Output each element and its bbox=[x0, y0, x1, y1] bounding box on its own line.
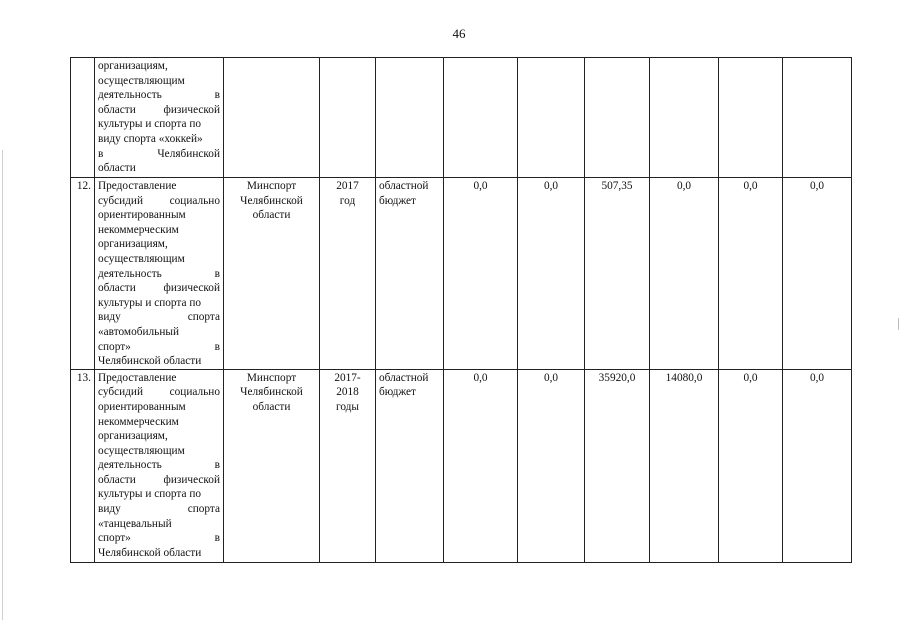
funding-value: 0,0 bbox=[719, 369, 783, 562]
period-line: 2017- bbox=[334, 371, 361, 384]
measure-name-word: в bbox=[214, 532, 220, 545]
funding-value: 0,0 bbox=[444, 178, 518, 370]
funding-value: 14080,0 bbox=[650, 369, 719, 562]
measure-name-line: культуры и спорта по bbox=[98, 118, 202, 131]
measure-name-word: виду bbox=[98, 311, 121, 324]
funding-value: 0,0 bbox=[444, 369, 518, 562]
measure-name-word: физической bbox=[163, 473, 220, 486]
funding-source bbox=[376, 58, 444, 178]
measure-name-line: Челябинской области bbox=[98, 355, 202, 368]
period bbox=[320, 369, 376, 562]
executor-line: области bbox=[252, 400, 291, 413]
funding-value: 0,0 bbox=[719, 178, 783, 370]
measure-name-word: Челябинской bbox=[157, 147, 220, 160]
measure-name-line bbox=[98, 473, 220, 488]
measure-name-line: осуществляющим bbox=[98, 252, 185, 265]
funding-value bbox=[783, 58, 852, 178]
measure-name-line bbox=[98, 502, 220, 517]
scan-edge-line bbox=[2, 150, 3, 620]
funding-source bbox=[376, 369, 444, 562]
measure-name-line: осуществляющим bbox=[98, 444, 185, 457]
measure-name-word: физической bbox=[163, 103, 220, 116]
measure-name-line bbox=[98, 281, 220, 296]
measure-name-word: деятельность bbox=[98, 89, 162, 102]
period-line: 2018 bbox=[336, 386, 359, 399]
measure-name-word: в bbox=[214, 459, 220, 472]
measure-name-word: деятельность bbox=[98, 459, 162, 472]
funding-value bbox=[518, 58, 585, 178]
measure-name-line bbox=[98, 340, 220, 355]
period-line: 2017 bbox=[336, 180, 359, 192]
measure-name-word: в bbox=[214, 340, 220, 353]
measure-name-line: Предоставление bbox=[98, 371, 177, 384]
measure-name-word: виду bbox=[98, 503, 121, 516]
measure-name-word: спорт» bbox=[98, 532, 131, 545]
funding-value: 0,0 bbox=[518, 178, 585, 370]
measure-name-line: «танцевальный bbox=[98, 517, 172, 530]
executor-line: Минспорт bbox=[246, 180, 297, 192]
period bbox=[320, 178, 376, 370]
measure-name-line bbox=[98, 103, 220, 118]
measure-name bbox=[95, 369, 224, 562]
period-line: годы bbox=[335, 400, 359, 413]
measure-name-word: в bbox=[98, 147, 104, 160]
measure-name-word: области bbox=[98, 473, 136, 486]
measure-name-line: организациям, bbox=[98, 430, 168, 443]
executor-line: Челябинской bbox=[240, 386, 303, 399]
measure-name-word: социально bbox=[169, 386, 220, 399]
measure-name-line bbox=[98, 267, 220, 282]
measure-name-word: спорта bbox=[187, 311, 220, 324]
measure-name-line: осуществляющим bbox=[98, 74, 185, 87]
funding-source-line: бюджет bbox=[379, 386, 416, 399]
measure-name-line: организациям, bbox=[98, 60, 168, 72]
funding-value: 0,0 bbox=[650, 178, 719, 370]
measure-name-word: области bbox=[98, 103, 136, 116]
table-row bbox=[71, 58, 852, 178]
measure-name-line: организациям, bbox=[98, 238, 168, 251]
row-number: 12. bbox=[71, 178, 95, 370]
row-number: 13. bbox=[71, 369, 95, 562]
measure-name-word: области bbox=[98, 282, 136, 295]
measure-name-line: культуры и спорта по bbox=[98, 296, 202, 309]
measure-name-line bbox=[98, 88, 220, 103]
measure-name-line: некоммерческим bbox=[98, 223, 179, 236]
measure-name-word: социально bbox=[169, 194, 220, 207]
funding-value bbox=[719, 58, 783, 178]
measure-name-word: физической bbox=[163, 282, 220, 295]
funding-value: 35920,0 bbox=[585, 369, 650, 562]
measure-name-line: Предоставление bbox=[98, 180, 177, 192]
measure-name-line bbox=[98, 147, 220, 162]
measure-name-line bbox=[98, 310, 220, 325]
funding-value: 0,0 bbox=[783, 178, 852, 370]
funding-source-line: бюджет bbox=[379, 194, 416, 207]
measure-name-line bbox=[98, 385, 220, 400]
executor bbox=[224, 58, 320, 178]
measure-name-line: некоммерческим bbox=[98, 415, 179, 428]
funding-value: 507,35 bbox=[585, 178, 650, 370]
funding-value: 0,0 bbox=[518, 369, 585, 562]
executor-line: Минспорт bbox=[246, 371, 297, 384]
funding-value: 0,0 bbox=[783, 369, 852, 562]
table-row bbox=[71, 369, 852, 562]
executor-line: Челябинской bbox=[240, 194, 303, 207]
executor-line: области bbox=[252, 209, 291, 222]
funding-source-line: областной bbox=[379, 371, 429, 384]
measure-name-word: спорт» bbox=[98, 340, 131, 353]
measure-name bbox=[95, 58, 224, 178]
measure-name-line: «автомобильный bbox=[98, 325, 179, 338]
measure-name-line bbox=[98, 458, 220, 473]
measure-name-line bbox=[98, 194, 220, 209]
scan-mark bbox=[898, 318, 899, 330]
measure-name-word: субсидий bbox=[98, 386, 144, 399]
measure-name-word: в bbox=[214, 89, 220, 102]
measure-name-line: ориентированным bbox=[98, 400, 186, 413]
row-number bbox=[71, 58, 95, 178]
funding-value bbox=[444, 58, 518, 178]
measure-name-line: виду спорта «хоккей» bbox=[98, 132, 203, 145]
measure-name-word: субсидий bbox=[98, 194, 144, 207]
page-number: 46 bbox=[452, 26, 466, 41]
measure-name-word: спорта bbox=[187, 503, 220, 516]
period-line: год bbox=[339, 194, 356, 207]
period bbox=[320, 58, 376, 178]
budget-table bbox=[70, 57, 852, 563]
executor bbox=[224, 178, 320, 370]
measure-name-line bbox=[98, 531, 220, 546]
table-row bbox=[71, 178, 852, 370]
measure-name-word: в bbox=[214, 267, 220, 280]
funding-source bbox=[376, 178, 444, 370]
funding-value bbox=[585, 58, 650, 178]
measure-name-word: деятельность bbox=[98, 267, 162, 280]
executor bbox=[224, 369, 320, 562]
measure-name-line: Челябинской области bbox=[98, 546, 202, 559]
measure-name-line: культуры и спорта по bbox=[98, 488, 202, 501]
measure-name-line: ориентированным bbox=[98, 209, 186, 222]
measure-name-line: области bbox=[98, 162, 136, 175]
measure-name bbox=[95, 178, 224, 370]
funding-value bbox=[650, 58, 719, 178]
funding-source-line: областной bbox=[379, 180, 429, 192]
